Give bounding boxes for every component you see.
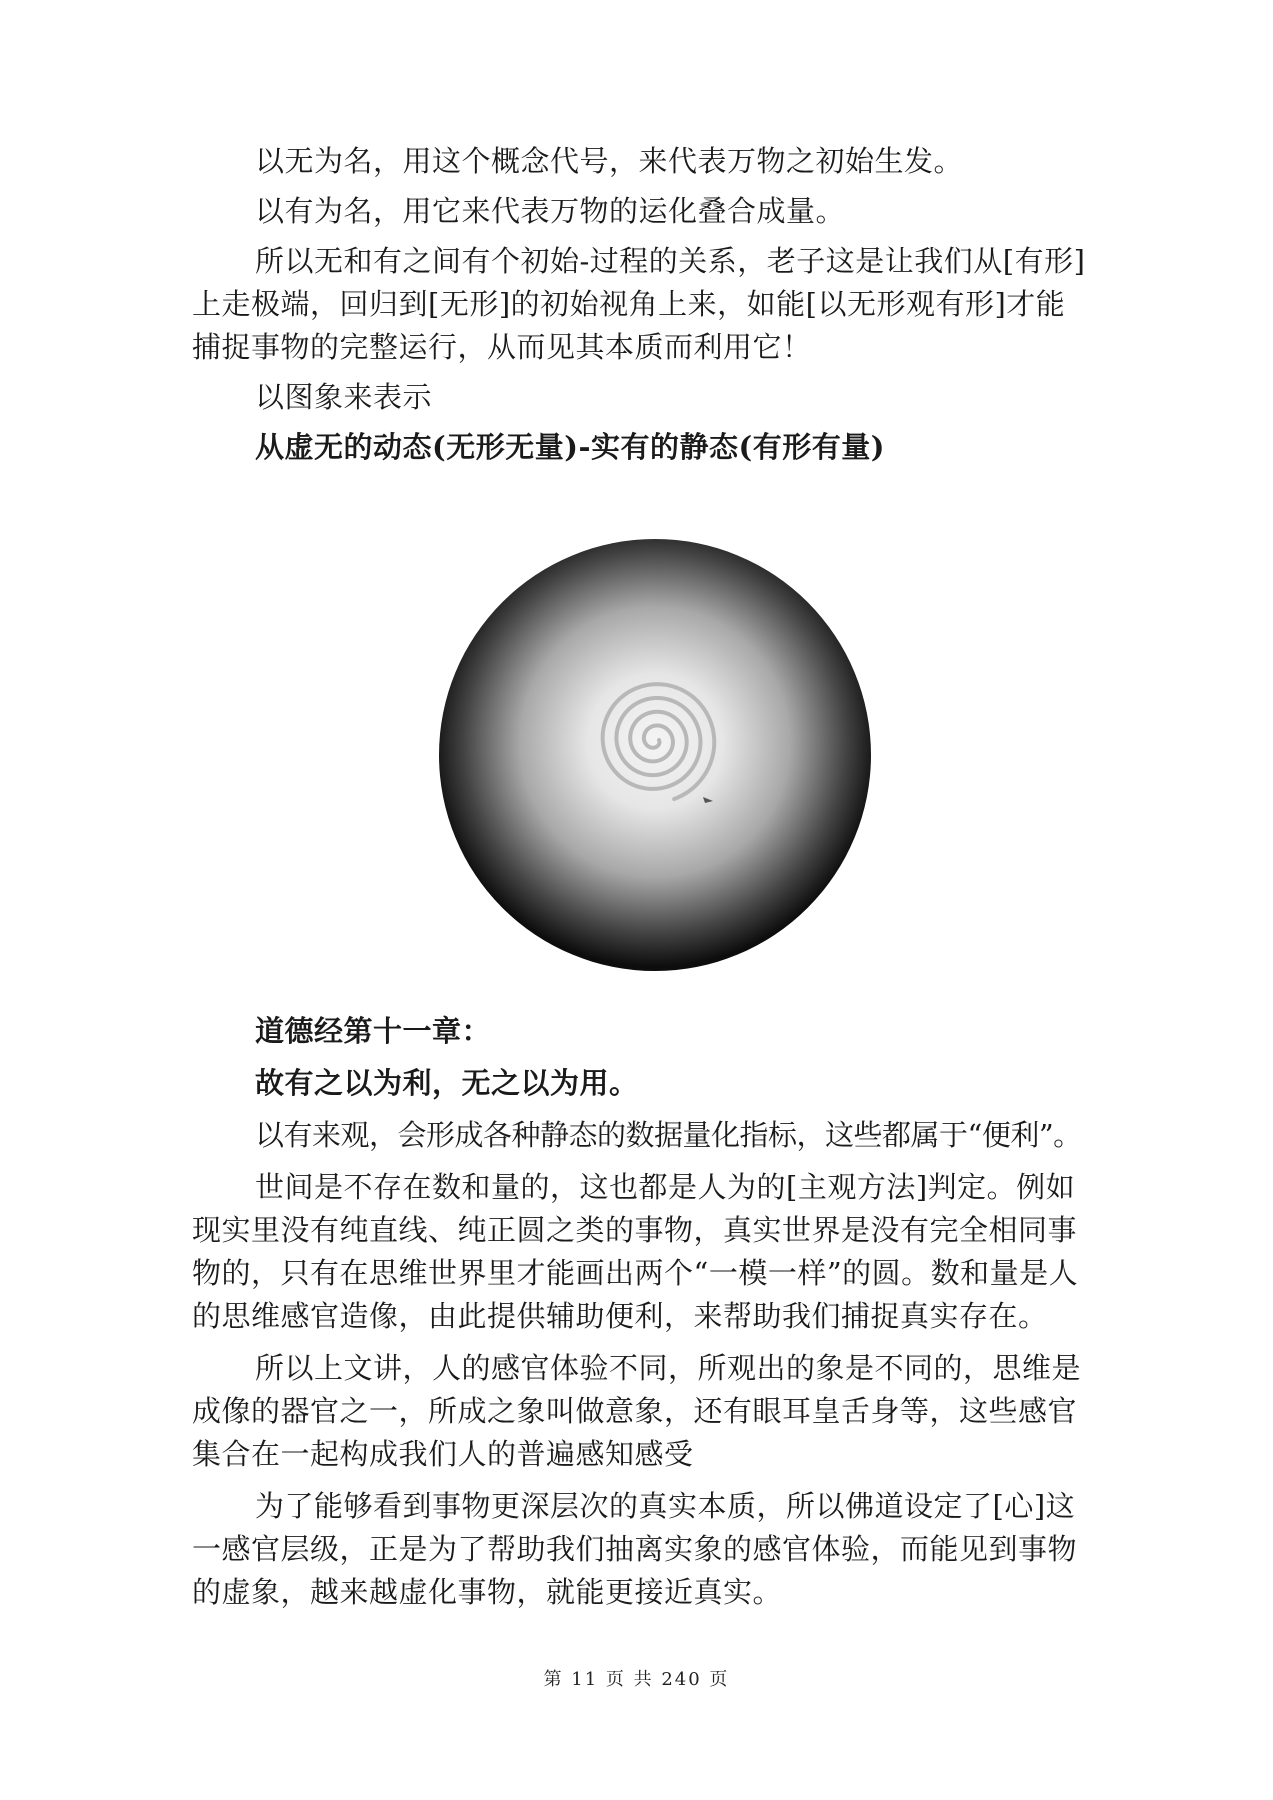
- paragraph: 世间是不存在数和量的，这也都是人为的[主观方法]判定。例如现实里没有纯直线、纯正圆之类的事物，真实世界是没有完全相同事物的，只有在思维世界里才能画出两个“一模一样”的圆。数和量是人的思维感官造像，由此提供辅助便利，来帮助我们捕捉真实存在。: [192, 1170, 1079, 1333]
- figure-caption-heading: 从虚无的动态(无形无量)-实有的静态(有形有量): [255, 430, 885, 464]
- spiral-sphere-figure: [435, 535, 875, 975]
- text-block-bottom: [192, 1010, 1092, 1614]
- page-footer: 第 11 页 共 240 页: [543, 1669, 730, 1690]
- paragraph: 所以无和有之间有个初始-过程的关系，老子这是让我们从[有形]上走极端，回归到[无形]的初始视角上来，如能[以无形观有形]才能捕捉事物的完整运行，从而见其本质而利用它！: [192, 244, 1086, 364]
- spiral-sphere-icon: [435, 535, 875, 975]
- paragraph: 为了能够看到事物更深层次的真实本质，所以佛道设定了[心]这一感官层级，正是为了帮助我们抽离实象的感官体验，而能见到事物的虚象，越来越虚化事物，就能更接近真实。: [192, 1489, 1078, 1609]
- paragraph: 以无为名，用这个概念代号，来代表万物之初始生发。: [255, 144, 964, 178]
- paragraph: 以有为名，用它来代表万物的运化叠合成量。: [255, 194, 846, 228]
- text-block-top: [192, 140, 1092, 469]
- paragraph: 以图象来表示: [255, 380, 433, 414]
- chapter-heading: 道德经第十一章：: [255, 1014, 492, 1048]
- paragraph: 所以上文讲，人的感官体验不同，所观出的象是不同的，思维是成像的器官之一，所成之象叫做意象，还有眼耳皇舌身等，这些感官集合在一起构成我们人的普遍感知感受: [192, 1351, 1082, 1471]
- paragraph: 以有来观，会形成各种静态的数据量化指标，这些都属于“便利”。: [255, 1118, 1082, 1152]
- quote-line: 故有之以为利，无之以为用。: [255, 1066, 639, 1100]
